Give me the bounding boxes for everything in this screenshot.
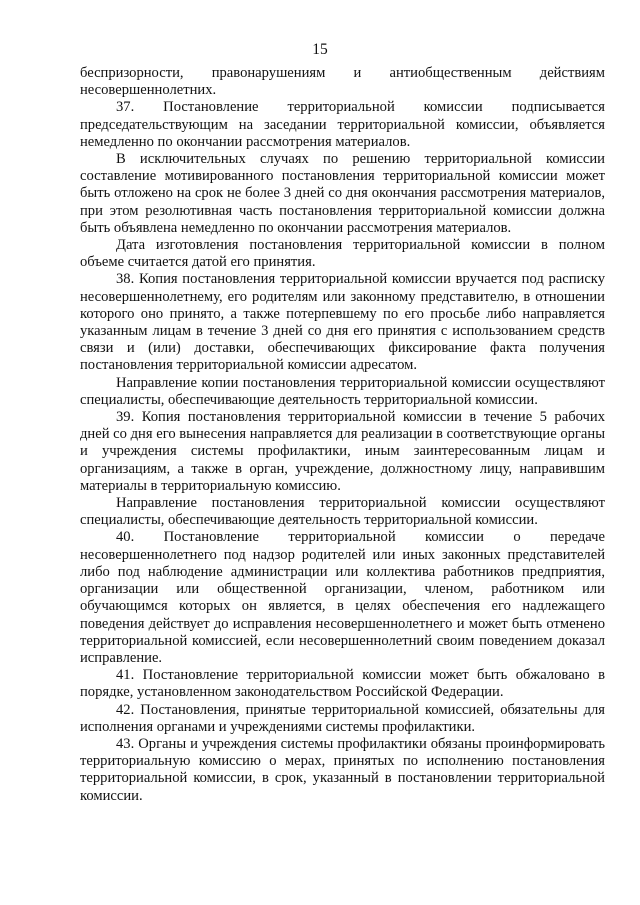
paragraph-41: 41. Постановление территориальной комиссии может быть обжаловано в порядке, установленном законодательством Российской Федерации. xyxy=(80,667,605,701)
paragraph-39: 39. Копия постановления территориальной комиссии в течение 5 рабочих дней со дня его вынесения направляется для реализации в соответствующие органы и учреждения системы профилактики, иным заинтересованным лицам и организациям, а также в орган, учреждение, должностному лицу, направившим материалы в территориальную комиссию. xyxy=(80,409,605,494)
paragraph-37-date: Дата изготовления постановления территориальной комиссии в полном объеме считается датой его принятия. xyxy=(80,237,605,271)
paragraph-continuation: беспризорности, правонарушениям и антиобщественным действиям несовершеннолетних. xyxy=(80,65,605,99)
paragraph-38: 38. Копия постановления территориальной комиссии вручается под расписку несовершеннолетнему, его родителям или законному представителю, в отношении которого оно принято, а также потерпевшему по его просьбе либо направляется указанным лицам в течение 3 дней со дня его принятия с использованием средств связи и (или) доставки, обеспечивающих фиксирование факта получения постановления территориальной комиссии адресатом. xyxy=(80,271,605,374)
paragraph-37-exception: В исключительных случаях по решению территориальной комиссии составление мотивированного постановления территориальной комиссии может быть отложено на срок не более 3 дней со дня окончания рассмотрения материалов, при этом резолютивная часть постановления территориальной комиссии должна быть объявлена немедленно по окончании рассмотрения материалов. xyxy=(80,151,605,236)
paragraph-38-delivery: Направление копии постановления территориальной комиссии осуществляют специалисты, обеспечивающие деятельность территориальной комиссии. xyxy=(80,374,605,408)
paragraph-43: 43. Органы и учреждения системы профилактики обязаны проинформировать территориальную комиссию о мерах, принятых по исполнению постановления территориальной комиссии, в срок, указанный в постановлении территориальной комиссии. xyxy=(80,735,605,804)
paragraph-40: 40. Постановление территориальной комиссии о передаче несовершеннолетнего под надзор родителей или иных законных представителей либо под наблюдение администрации или коллектива работников предприятия, организации или общественной организации, членом, работником или обучающимся которых он является, в целях обеспечения его надлежащего поведения действует до исправления несовершеннолетнего и может быть отменено территориальной комиссией, если несовершеннолетний своим поведением доказал исправление. xyxy=(80,529,605,666)
document-body xyxy=(80,65,605,805)
page-number: 15 xyxy=(312,41,328,58)
paragraph-37: 37. Постановление территориальной комиссии подписывается председательствующим на заседании территориальной комиссии, объявляется немедленно по окончании рассмотрения материалов. xyxy=(80,99,605,150)
paragraph-42: 42. Постановления, принятые территориальной комиссией, обязательны для исполнения органами и учреждениями системы профилактики. xyxy=(80,701,605,735)
paragraph-39-delivery: Направление постановления территориальной комиссии осуществляют специалисты, обеспечивающие деятельность территориальной комиссии. xyxy=(80,495,605,529)
